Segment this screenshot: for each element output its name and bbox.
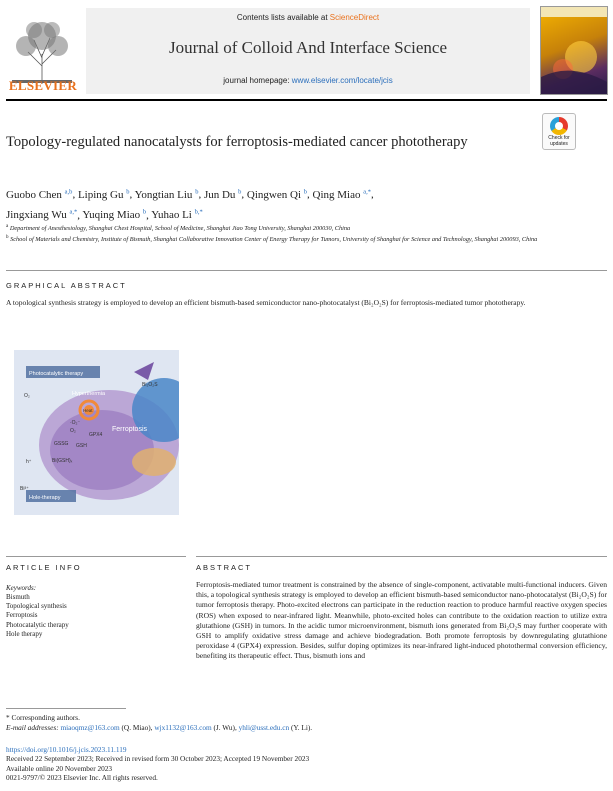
graphical-abstract-text: A topological synthesis strategy is employed to develop an efficient bismuth-based semiconductor nano-photocatalyst (Bi₂O₂S) for ferroptosis-mediated tumor phototherapy. <box>6 298 526 307</box>
email-link[interactable]: wjx1132@163.com <box>154 723 212 732</box>
article-info-heading: ARTICLE INFO <box>6 563 82 572</box>
keyword: Hole therapy <box>6 629 43 638</box>
publisher-name: ELSEVIER <box>8 78 78 93</box>
author[interactable]: Jun Du $^b$ <box>203 188 242 201</box>
journal-cover-image[interactable] <box>540 6 608 95</box>
header-rule <box>6 99 607 101</box>
corresponding-authors-note: * Corresponding authors. <box>6 713 80 722</box>
label-o2-radical: ·O₂⁻ <box>70 420 81 426</box>
author[interactable]: Qing Miao $^{a,*}$ <box>312 188 371 201</box>
contents-line <box>86 13 530 22</box>
label-heat: Heat <box>83 408 93 413</box>
footnote-rule <box>6 708 126 709</box>
affiliations <box>6 222 606 244</box>
abstract-heading: ABSTRACT <box>196 563 253 572</box>
abstract-text: Ferroptosis-mediated tumor treatment is constrained by the absence of single-component, activatable multi-functional inducers. Given this, a topological synthesis strategy is employed to develop an efficient bismuth-based semiconductor nano-photocatalyst (Bi₂O₂S) for tumor ferroptosis therapy. Photo-excited electrons can participate in the reduction reaction to produce harmful reactive oxygen species (ROS) when exposed to near-infrared light. Meanwhile, photo-excited holes can contribute to the oxidation reaction to utilize extra glutathione (GSH) in tumors. In the acidic tumor microenvironment, bismuth ions generated from Bi₂O₂S may further cooperate with GSH to amplify oxidative stress damage and achieve biodegradation. Both promote ferroptosis by downregulating glutathione peroxidase 4 (GPX4) expression. Besides, sulfur doping optimizes its near-infrared light-induced photothermal conversion efficiency, benefiting its therapeutic effect. Thus, bismuth ions and <box>196 580 607 661</box>
doi-link[interactable]: https://doi.org/10.1016/j.jcis.2023.11.119 <box>6 745 127 754</box>
email-owner: (Q. Miao), <box>121 723 153 732</box>
check-for-updates-button[interactable] <box>542 113 576 150</box>
publication-info <box>6 745 606 783</box>
label-photocatalytic: Photocatalytic therapy <box>29 371 84 377</box>
homepage-prefix: journal homepage: <box>223 76 292 85</box>
email-link[interactable]: miaoqmz@163.com <box>60 723 120 732</box>
article-title: Topology-regulated nanocatalysts for ferroptosis-mediated cancer phototherapy <box>6 134 468 150</box>
label-bi-gsh: Bi(GSH)ₓ <box>52 458 73 464</box>
email-owner: (Y. Li). <box>290 723 313 732</box>
keyword: Bismuth <box>6 593 30 601</box>
contents-prefix: Contents lists available at <box>236 13 330 22</box>
label-hplus: h⁺ <box>26 459 32 465</box>
author-list: Guobo Chen $^{a,b}$, Liping Gu $^b$, Yongtian Liu $^b$, Jun Du $^b$, Qingwen Qi $^b$, Qing Miao $^{a,*}$, Jingxiang Wu $^{a,*}$, Yuqing Miao $^b$, Yuhao Li $^{b,*}$ <box>6 188 374 222</box>
label-gpx4: GPX4 <box>89 432 103 438</box>
label-gsh: GSH <box>76 443 87 449</box>
label-hole-therapy: Hole-therapy <box>29 495 61 501</box>
author[interactable]: Yongtian Liu $^b$ <box>134 188 199 201</box>
article-info-rule <box>6 556 186 557</box>
cover-art <box>541 7 607 94</box>
author[interactable]: Jingxiang Wu $^{a,*}$ <box>6 208 78 222</box>
affiliation-b: $^b$ School of Materials and Chemistry, Institute of Bismuth, Shanghai Collaborative Innovation Center of Energy Therapy for Tumors, University of Shanghai for Science and Technology, Shanghai 200093, China <box>6 235 538 244</box>
homepage-link[interactable]: www.elsevier.com/locate/jcis <box>291 76 393 85</box>
copyright: 0021-9797/© 2023 Elsevier Inc. All rights reserved. <box>6 773 158 783</box>
abstract-rule <box>196 556 607 557</box>
keywords-list <box>6 593 69 639</box>
graphical-abstract-heading: GRAPHICAL ABSTRACT <box>6 281 127 290</box>
label-gssg: GSSG <box>54 441 69 447</box>
author[interactable]: Yuqing Miao $^b$ <box>82 208 147 222</box>
email-addresses <box>6 723 606 733</box>
email-owner: (J. Wu), <box>213 723 237 732</box>
graphical-abstract-figure[interactable] <box>14 350 179 515</box>
check-updates-label: Check for updates <box>548 135 570 147</box>
email-link[interactable]: yhli@usst.edu.cn <box>238 723 290 732</box>
keyword: Topological synthesis <box>6 602 67 611</box>
available-online: Available online 20 November 2023 <box>6 763 113 773</box>
label-o2: O₂ <box>24 393 30 399</box>
keyword: Ferroptosis <box>6 611 38 620</box>
received-dates: Received 22 September 2023; Received in revised form 30 October 2023; Accepted 19 November 2023 <box>6 754 310 764</box>
author[interactable]: Qingwen Qi $^b$ <box>246 188 307 201</box>
keywords-label: Keywords: <box>6 584 37 592</box>
author[interactable]: Yuhao Li $^{b,*}$ <box>151 208 203 222</box>
label-bi3: Bi³⁺ <box>20 486 29 492</box>
keyword: Photocatalytic therapy <box>6 620 69 629</box>
divider <box>6 270 607 271</box>
footnotes <box>6 713 606 733</box>
author[interactable]: Liping Gu $^b$ <box>77 188 130 201</box>
author[interactable]: Guobo Chen $^{a,b}$ <box>6 188 73 201</box>
check-updates-icon <box>550 117 568 135</box>
affiliation-a: $^a$ Department of Anesthesiology, Shanghai Chest Hospital, School of Medicine, Shanghai Jiao Tong University, Shanghai 200030, China <box>6 224 351 233</box>
sciencedirect-link[interactable]: ScienceDirect <box>329 13 380 22</box>
email-label: E-mail addresses: <box>6 723 59 732</box>
label-o2-small: O₂ <box>70 428 76 434</box>
label-bi2o2s: Bi₂O₂S <box>142 382 158 388</box>
journal-title[interactable]: Journal of Colloid And Interface Science <box>168 38 448 57</box>
label-hyperthermia: Hyperthermia <box>72 391 106 397</box>
label-ferroptosis: Ferroptosis <box>112 426 148 433</box>
journal-homepage <box>86 76 530 85</box>
